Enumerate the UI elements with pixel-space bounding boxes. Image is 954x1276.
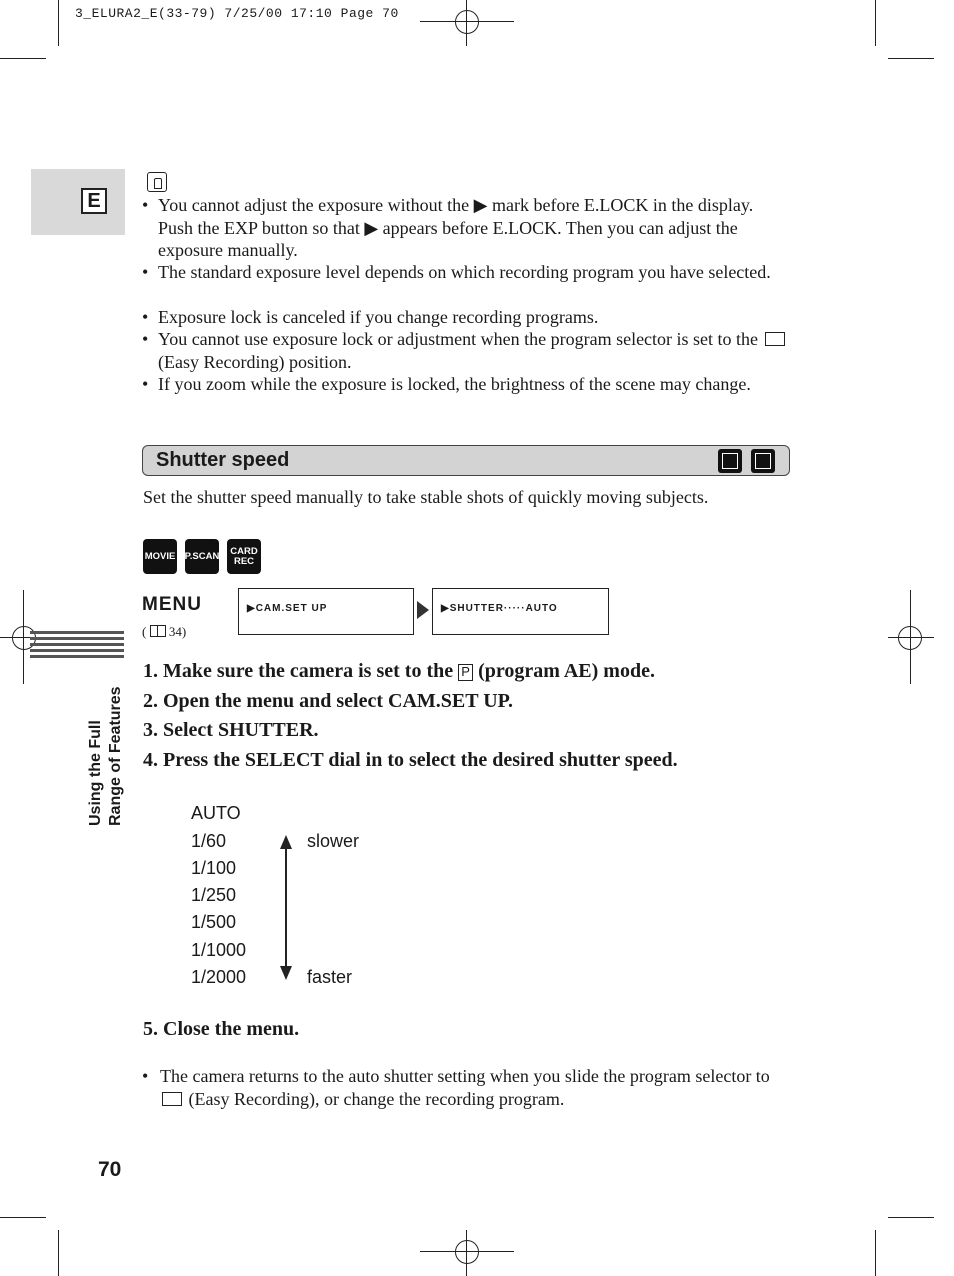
arrow-down-icon [280,966,292,980]
print-slug: 3_ELURA2_E(33-79) 7/25/00 17:10 Page 70 [75,6,399,21]
step-4: 4. Press the SELECT dial in to select the desired shutter speed. [143,749,678,771]
shutter-speed-option: 1/100 [191,858,237,878]
card-mode-icon [751,449,775,473]
registration-line [23,590,24,684]
menu-step-shutter: ▶SHUTTER·····AUTO [432,588,609,635]
note-bullet: • You cannot use exposure lock or adjustment when the program selector is set to the (Easy Recording) position. [142,328,792,373]
registration-mark-icon [455,1240,479,1264]
registration-line [466,0,467,46]
registration-line [420,1251,514,1252]
registration-line [910,590,911,684]
book-icon [150,625,166,637]
registration-line [466,1230,467,1276]
crop-mark [888,1217,934,1218]
speed-scale-faster: faster [307,967,353,987]
registration-line [888,637,934,638]
shutter-speed-option: 1/2000 [191,967,247,987]
step-5: 5. Close the menu. [143,1018,300,1040]
shutter-speed-option: 1/60 [191,831,227,851]
tape-mode-icon [718,449,742,473]
card-rec-mode-badge: CARD REC [227,539,261,574]
movie-mode-badge: MOVIE [143,539,177,574]
language-letter: E [81,188,107,214]
easy-recording-icon [162,1092,182,1106]
section-intro: Set the shutter speed manually to take stable shots of quickly moving subjects. [143,487,709,507]
crop-mark [875,1230,876,1276]
crop-mark [875,0,876,46]
speed-scale-line [285,846,287,970]
shutter-speed-option: 1/1000 [191,940,247,960]
final-note: • The camera returns to the auto shutter setting when you slide the program selector to (Easy Recording), or change the recording program. [142,1066,770,1109]
shutter-speed-option: 1/250 [191,885,237,905]
page-number: 70 [98,1158,122,1181]
shutter-speed-option: 1/500 [191,912,237,932]
registration-mark-icon [455,10,479,34]
menu-step-cam-set-up: ▶CAM.SET UP [238,588,414,635]
crop-mark [0,1217,46,1218]
step-3: 3. Select SHUTTER. [143,719,319,741]
side-stripes [30,631,124,661]
note-icon [147,172,167,192]
crop-mark [888,58,934,59]
pscan-mode-badge: P.SCAN [185,539,219,574]
page-reference: ( 34) [142,624,187,639]
crop-mark [58,0,59,46]
menu-label: MENU [142,594,202,615]
registration-line [420,21,514,22]
speed-scale-slower: slower [307,831,360,851]
step-1: 1. Make sure the camera is set to the P (program AE) mode. [143,660,655,682]
note-bullet: • The standard exposure level depends on which recording program you have selected. [142,262,771,282]
note-bullet: • If you zoom while the exposure is locked, the brightness of the scene may change. [142,374,751,394]
easy-recording-icon [765,332,785,346]
language-tab [31,169,125,235]
section-title: Shutter speed [156,449,290,471]
crop-mark [58,1230,59,1276]
chapter-caption: Using the Full Range of Features [87,686,124,826]
crop-mark [0,58,46,59]
step-2: 2. Open the menu and select CAM.SET UP. [143,690,514,712]
program-ae-icon: P [458,664,473,681]
shutter-speed-option: AUTO [191,803,241,823]
note-bullet: • Exposure lock is canceled if you change recording programs. [142,307,599,327]
note-bullet: • You cannot adjust the exposure without the ▶ mark before E.LOCK in the display. Push the EXP button so that ▶ appears before E.LOCK. Then you can adjust the exposure manually. [142,195,754,260]
menu-arrow-icon [417,601,429,619]
